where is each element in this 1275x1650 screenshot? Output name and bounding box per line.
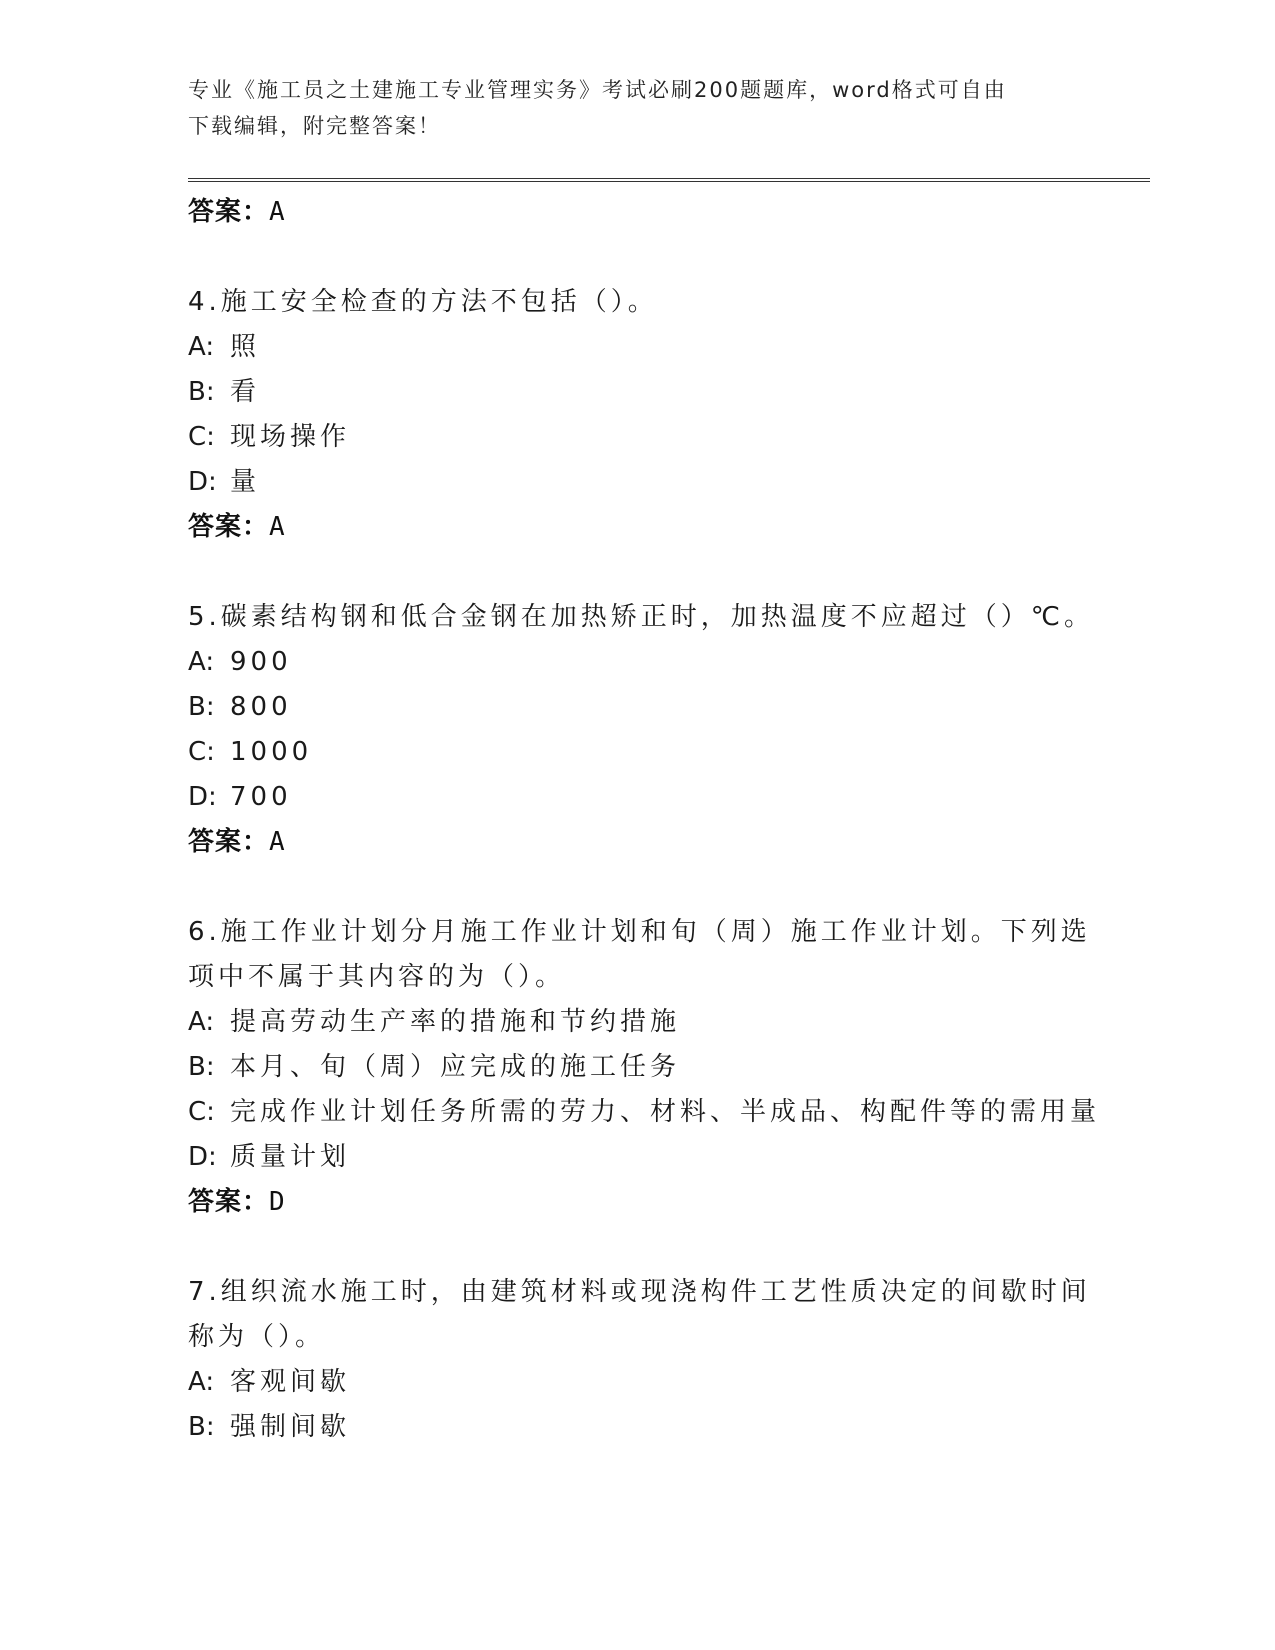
question-list [188, 190, 1101, 1450]
answer-value: A [269, 827, 286, 857]
answer-line [188, 190, 1088, 235]
answer-line [188, 820, 1088, 865]
option-letter: C: [188, 422, 215, 452]
option-letter: C: [188, 1097, 215, 1127]
option-text: 照 [230, 332, 261, 362]
question-stem: 称为（）。 [188, 1322, 326, 1352]
question-stem: 5.碳素结构钢和低合金钢在加热矫正时，加热温度不应超过（）℃。 [188, 602, 1095, 632]
option-line [188, 1090, 1101, 1135]
option-letter: A: [188, 647, 215, 677]
header-divider [188, 178, 1150, 182]
option-letter: C: [188, 737, 215, 767]
option-text: 800 [230, 692, 292, 722]
answer-label: 答案： [188, 197, 270, 227]
option-line [188, 1135, 1088, 1180]
option-letter: D: [188, 782, 217, 812]
option-text: 看 [230, 377, 261, 407]
option-text: 质量计划 [230, 1142, 351, 1172]
option-text: 完成作业计划任务所需的劳力、材料、半成品、构配件等的需用量 [230, 1097, 1101, 1127]
question-block [188, 595, 1095, 865]
option-line [188, 1405, 1088, 1450]
question-block [188, 1270, 1091, 1450]
question-spacer [188, 235, 1088, 280]
option-line [188, 325, 1088, 370]
option-line [188, 460, 1088, 505]
question-stem: 4.施工安全检查的方法不包括（）。 [188, 287, 658, 317]
question-spacer [188, 1225, 1088, 1270]
option-text: 900 [230, 647, 292, 677]
option-line [188, 775, 1088, 820]
question-block [188, 910, 1101, 1225]
option-letter: A: [188, 332, 215, 362]
answer-label: 答案： [188, 512, 270, 542]
option-line [188, 640, 1088, 685]
option-text: 提高劳动生产率的措施和节约措施 [230, 1007, 681, 1037]
option-letter: A: [188, 1367, 215, 1397]
option-letter: B: [188, 1052, 215, 1082]
answer-value: A [269, 512, 286, 542]
answer-line [188, 1180, 1088, 1225]
option-letter: A: [188, 1007, 215, 1037]
option-text: 客观间歇 [230, 1367, 351, 1397]
answer-label: 答案： [188, 1187, 270, 1217]
question-stem: 6.施工作业计划分月施工作业计划和旬（周）施工作业计划。下列选 [188, 917, 1091, 947]
option-letter: B: [188, 377, 215, 407]
question-stem: 项中不属于其内容的为（）。 [188, 962, 566, 992]
option-letter: D: [188, 467, 217, 497]
answer-value: D [269, 1187, 286, 1217]
option-letter: B: [188, 1412, 215, 1442]
option-letter: B: [188, 692, 215, 722]
answer-value: A [269, 197, 286, 227]
option-text: 1000 [230, 737, 313, 767]
option-text: 本月、旬（周）应完成的施工任务 [230, 1052, 681, 1082]
question-stem: 7.组织流水施工时，由建筑材料或现浇构件工艺性质决定的间歇时间 [188, 1277, 1091, 1307]
question-spacer [188, 550, 1088, 595]
option-line [188, 1000, 1088, 1045]
option-line [188, 730, 1088, 775]
option-text: 现场操作 [230, 422, 351, 452]
option-line [188, 370, 1088, 415]
option-line [188, 685, 1088, 730]
option-letter: D: [188, 1142, 217, 1172]
question-block [188, 280, 1088, 550]
header-line-1: 专业《施工员之土建施工专业管理实务》考试必刷200题题库，word格式可自由 [188, 78, 1007, 102]
answer-line [188, 505, 1088, 550]
option-text: 700 [230, 782, 292, 812]
question-spacer [188, 865, 1088, 910]
option-line [188, 415, 1088, 460]
header-line-2: 下载编辑，附完整答案！ [188, 114, 441, 138]
option-line [188, 1360, 1088, 1405]
option-text: 量 [230, 467, 261, 497]
document-header [188, 72, 1088, 144]
option-text: 强制间歇 [230, 1412, 351, 1442]
answer-label: 答案： [188, 827, 270, 857]
option-line [188, 1045, 1088, 1090]
